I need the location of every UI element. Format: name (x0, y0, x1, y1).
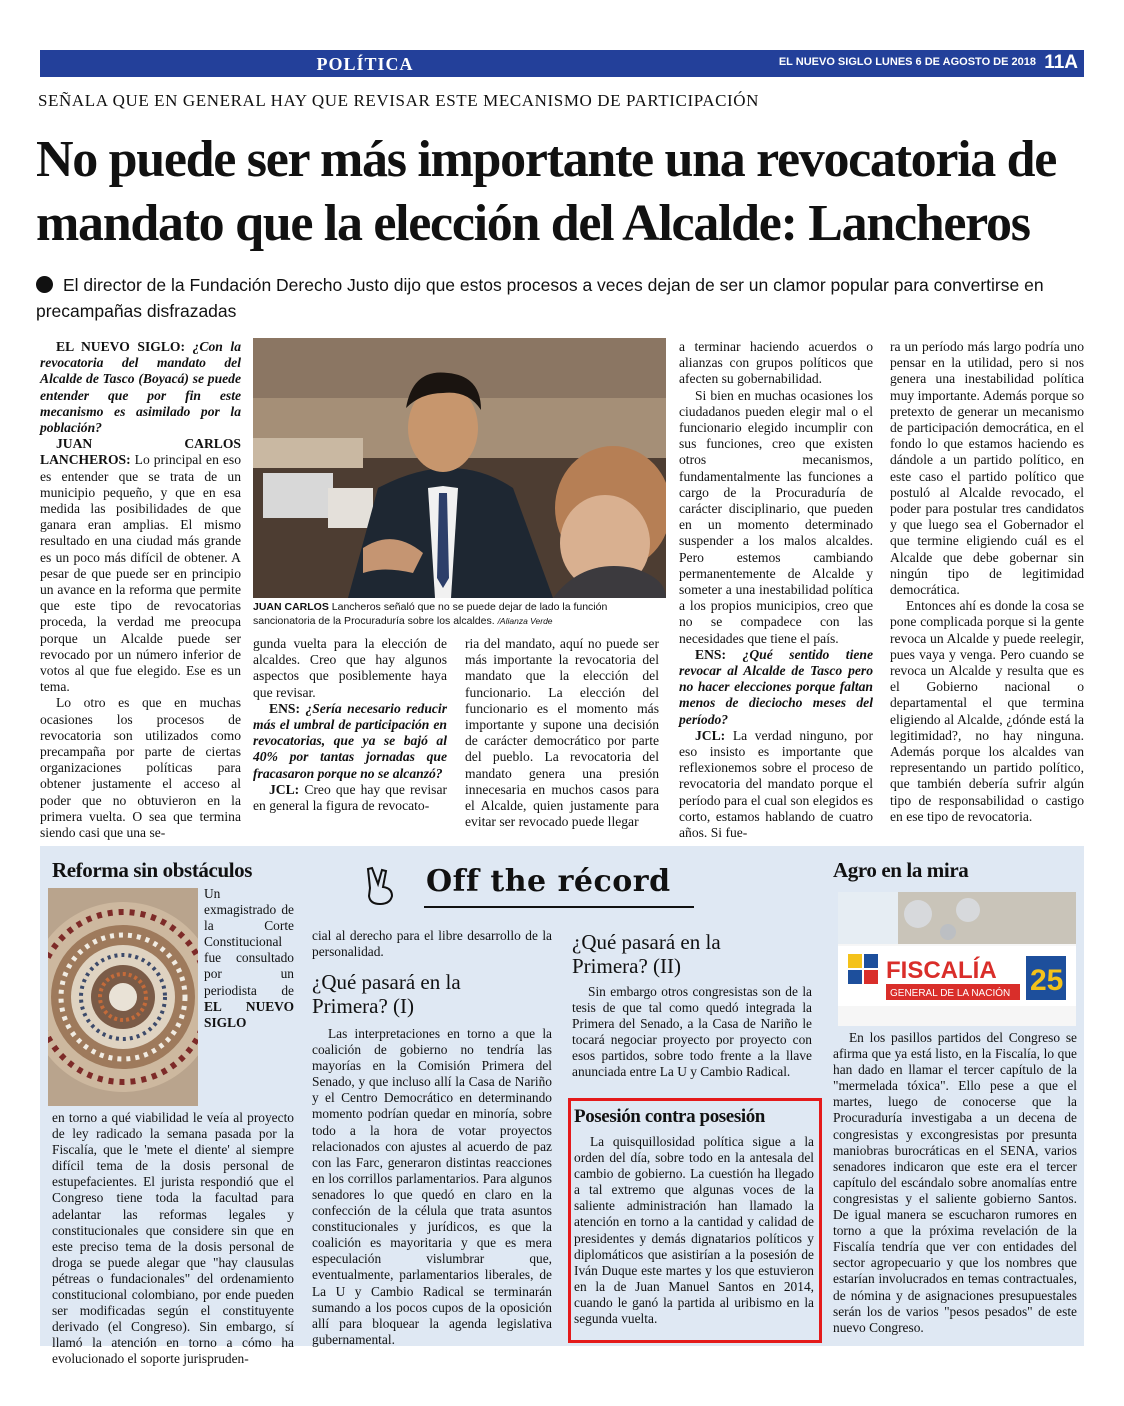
article-column-2 (253, 636, 447, 814)
answer-text: Creo que hay que revisar en general la figura de revocato- (253, 781, 448, 814)
section-title-reforma: Reforma sin obstáculos (52, 858, 253, 882)
primera-i-body (312, 1026, 552, 1348)
paragraph: cial al derecho para el libre desarrollo de la personalidad. (312, 928, 552, 960)
brand-name: EL NUEVO SIGLO (204, 998, 294, 1030)
title-underline (424, 906, 694, 908)
question-text: ¿Con la revocatoria del mandato del Alcalde de Tasco (Boyacá) se puede entender que por fin este mecanismo es asimilado por la población? (40, 339, 242, 436)
question-lead: EL NUEVO SIGLO: (56, 339, 185, 354)
paragraph: Sin embargo otros congresistas son de la tesis de que tal como quedó integrada la Primera del Senado, a la Casa de Nariño le tocará negociar proyecto por proyecto con esos partidos, sobre todo frente a la llave anunciada entre La U y Cambio Radical. (572, 984, 812, 1080)
headline (36, 128, 1096, 256)
answer-text: Lo principal en eso es entender que se trata de un municipio pequeño, y que en esa medida las posibilidades de que ganara eran amplias. El mismo resultado en una ciudad más grande es un poco más difícil de obtener. A pesar de que puede ser en principio un avance en la reforma que permite que este tipo de revocatorias proceda, la verdad me preocupa porque un Alcalde puede ser revocado por un número inferior de votos al que fue elegido. Ese es un tema. (40, 452, 241, 695)
article-column-4 (679, 339, 873, 841)
bullet-icon (36, 276, 53, 293)
posesion-title: Posesión contra posesión (574, 1106, 765, 1127)
answer-text: La verdad ninguno, por eso insisto es importante que reflexionemos sobre el proceso de revocatoria del mandato porque el período para el cual son elegidos es corto, estamos hablando de cuatro años. Si fue- (679, 727, 873, 841)
answer-lead: JUAN CARLOS LANCHEROS: (40, 436, 241, 468)
primera-ii-body (572, 984, 812, 1081)
section-header-bar (40, 50, 1084, 77)
paragraph: Lo otro es que en muchas ocasiones los procesos de revocatoria son utilizados como precampaña por parte de ciertas organizaciones políticas para obtener justamente el acceso al poder que no obtuvieron en la primera vuelta. O sea que termina siendo casi que una se- (40, 695, 241, 841)
caption-credit: /Alianza Verde (497, 616, 553, 626)
headline-line-2: mandato que la elección del Alcalde: Lancheros (36, 195, 1030, 252)
paragraph: gunda vuelta para la elección de alcaldes. Creo que hay algunos aspectos que posiblemente haya que revisar. (253, 636, 447, 700)
answer-lead: JCL: (695, 727, 726, 743)
sign-fiscalia: FISCALÍA (886, 957, 997, 984)
reforma-text-part-1: Un exmagistrado de la Corte Constitucional fue consultado por un periodista de (204, 886, 294, 998)
paragraph: a terminar haciendo acuerdos o alianzas con grupos políticos que afecten su gobernabilidad. (679, 339, 873, 387)
paragraph: La quisquillosidad política sigue a la orden del día, sobre todo en la antesala del cambio de gobierno. La cuestión ha llegado a tal extremo que algunas voces de la saliente administración han llamado la atención en torno a la cantidad y calidad de presidentes y demás dignatarios políticos y diplomáticos que asistirían a la posesión de Iván Duque este martes y los que estuvieron en la de Juan Manuel Santos en 2014, cuando le ganó la partida al uribismo en la segunda vuelta. (574, 1134, 814, 1327)
section-name: POLÍTICA (316, 54, 414, 74)
posesion-body (574, 1134, 814, 1327)
kicker: SEÑALA QUE EN GENERAL HAY QUE REVISAR ESTE MECANISMO DE PARTICIPACIÓN (38, 91, 760, 110)
primera-ii-title: ¿Qué pasará en la Primera? (II) (572, 930, 721, 978)
paragraph: En los pasillos partidos del Congreso se afirma que ya está listo, en la Fiscalía, lo que han dado en llamar el tercer capítulo de la "mermelada tóxica". Ello pese a que el martes, luego de conocerse que la Procuraduría investigaba a un decena de congresistas y excongresistas por presunta maniobras burocráticas en el SENA, varios senadores indicaron que este era el tercer capítulo del escándalo sobre anomalías entre congresistas y el saliente gobierno Santos. De igual manera se escucharon rumores en torno a que la próxima revelación de la Fiscalía tendría que ver con entidades del sector agropecuario y que los nombres que estarían involucrados en temas contractuales, de nómina y de asignaciones presupuestales serán los de varios "pesos pesados" de este nuevo Congreso. (833, 1030, 1077, 1335)
headline-line-1: No puede ser más importante una revocatoria de (36, 131, 1057, 188)
article-photo (253, 338, 666, 598)
reforma-body-text (52, 1110, 294, 1368)
article-column-1 (40, 339, 241, 841)
off-the-record-title: Off the récord (426, 864, 671, 899)
paragraph: Si bien en muchas ocasiones los ciudadanos pueden elegir mal o el funcionario elegido incumplir con sus funciones, creo que existen otros mecanismos, fundamentalmente las funciones a cargo de la Procuraduría de carácter disciplinario, que pueden en un momento determinado suspender a los malos alcaldes. Pero estemos cambiando permanentemente de Alcalde y someter a una inestabilidad política a los propios municipios, creo que no se compadece con las necesidades que tiene el país. (679, 387, 873, 646)
question-lead: ENS: (269, 700, 300, 716)
paragraph: Las interpretaciones en torno a que la coalición de gobierno no tendría las mayorías en la Comisión Primera del Senado, y que incluso allí la Casa de Nariño y el Centro Democrático en determinando momento podrían quedar en minoría, sobre todo a la hora de votar proyectos relacionados con ajustes al acuerdo de paz con las Farc, generaron distintas reacciones en los corrillos parlamentarios. Para algunos senadores lo que quedó en claro en la confección de la célula que trata asuntos constitucionales y jurídicos, es que la coalición es mayoritaria y que es mera especulación vislumbrar que, eventualmente, parlamentarios liberales, de La U y Cambio Radical se terminarán sumando a los pocos cupos de la oposición allí para bloquear la agenda legislativa gubernamental. (312, 1026, 552, 1347)
caption-text: Lancheros señaló que no se puede dejar de lado la función sancionatoria de la Procuraduría sobre los alcaldes. (253, 601, 608, 627)
off-the-record-masthead (362, 862, 694, 908)
sign-subtitle: GENERAL DE LA NACIÓN (890, 988, 1011, 999)
primera-i-title: ¿Qué pasará en la Primera? (I) (312, 970, 461, 1018)
victory-hand-icon (362, 866, 398, 906)
question-text: ¿Qué sentido tiene revocar al Alcalde de Tasco pero no hacer elecciones porque faltan menos de dieciocho meses del período? (679, 646, 873, 727)
article-column-3 (465, 636, 659, 830)
primera-i-column (312, 928, 552, 960)
sign-anniversary: 25 (1030, 964, 1064, 997)
reforma-text-part-2: en torno a qué viabilidad le veía al proyecto de ley radicado la semana pasada por la Fiscalía, que le 'mete el diente' al siempre difícil tema de la dosis personal de estupefacientes. El jurista respondió que el Congreso tiene toda la facultad para adelantar las reformas legales y constitucionales que considere sin que en este preciso tema de la dosis personal de droga se puede alegar que "hay clausulas pétreas o fundacionales" del ordenamiento constitucional colombiano, por ende pueden ser modificadas según el constituyente derivado (el Congreso). Sin embargo, sí llamó la atención en torno a cómo ha evolucionado el soporte jurispruden- (52, 1110, 294, 1367)
answer-lead: JCL: (269, 781, 300, 797)
article-column-5 (890, 339, 1084, 825)
photo-caption (253, 600, 666, 628)
caption-lead: JUAN CARLOS (253, 601, 329, 613)
dateline: EL NUEVO SIGLO LUNES 6 DE AGOSTO DE 2018 (778, 56, 1036, 68)
section-title-agro: Agro en la mira (833, 858, 969, 882)
page-number: 11A (1044, 52, 1078, 73)
deck-text: El director de la Fundación Derecho Justo dijo que estos procesos a veces dejan de ser un clamor popular para convertirse en precampañas disfrazadas (36, 275, 1044, 321)
deck (36, 272, 1086, 324)
reforma-intro-text (204, 886, 294, 1031)
photo-illustration (253, 338, 666, 598)
question-lead: ENS: (695, 646, 726, 662)
pills-mosaic-image (48, 888, 198, 1106)
pills-illustration (48, 888, 198, 1106)
fiscalia-building-image (838, 892, 1076, 1026)
paragraph: ra un período más largo podría uno pensar en la utilidad, pero si nos genera una inestabilidad política muy importante. Además porque so pretexto de generar un mecanismo de participación democrática, en el fondo lo que estamos haciendo es dándole a un partido político, en este caso el partido político que postuló al Alcalde revocado, el poder para postular tres candidatos y que luego sea el Gobernador el que termine eligiendo cuál es el Alcalde que debe gobernar sin ningún tipo de legitimidad democrática. (890, 339, 1084, 598)
question-text: ¿Sería necesario reducir más el umbral de participación en revocatorias, que ya se bajó al 40% por tantas jornadas que fracasaron porque no se alcanzó? (253, 700, 447, 781)
paragraph: ria del mandato, aquí no puede ser más importante la revocatoria del mandato que la elección del funcionario. La elección del funcionario es el momento más importante y supone una decisión de carácter democrático por parte del pueblo. La revocatoria del mandato genera una presión innecesaria en muchos casos para el Alcalde, quien justamente para evitar ser revocado puede llegar (465, 636, 659, 830)
fiscalia-illustration (838, 892, 1076, 1026)
paragraph: Entonces ahí es donde la cosa se pone complicada porque si la gente revoca un Alcalde y puede reelegir, pues vaya y venga. Pero cuando se revoca un Alcalde y resulta que es el Gobierno nacional o departamental el que termina eligiendo al Alcalde, ¿dónde está la legitimidad?, no hay ninguna. Además porque los alcaldes van representando un partido político, que también debería sufrir algún tipo de responsabilidad o castigo en ese tipo de revocatoria. (890, 598, 1084, 824)
agro-body (833, 1030, 1077, 1336)
